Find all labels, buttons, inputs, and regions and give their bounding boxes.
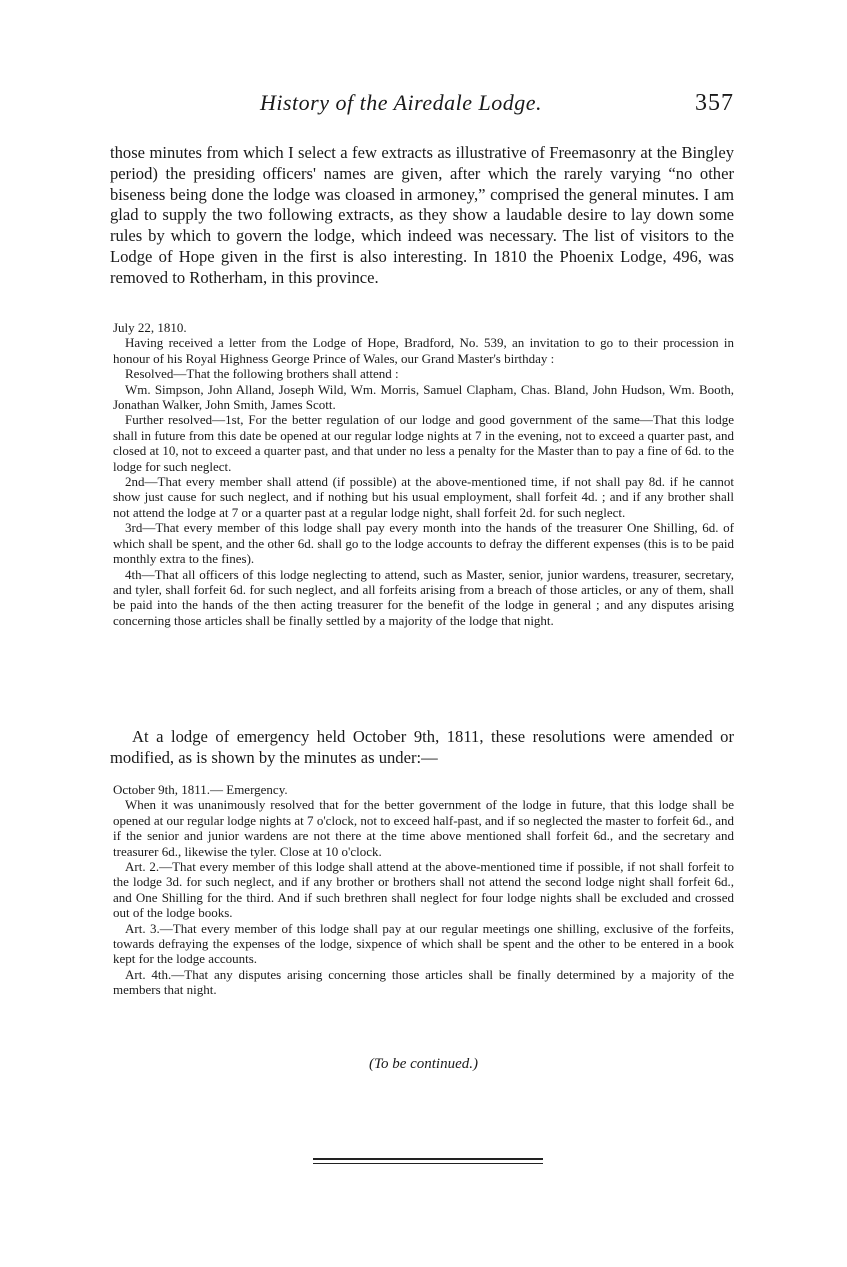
minutes-paragraph: Art. 2.—That every member of this lodge shall attend at the above-mentioned time if possible, if not shall forfeit to the lodge 3d. for such neglect, and if any brother or brothers shall not attend the second lodge night shall forfeit 6d., and One Shilling for the third. And if such brethren shall neglect for four lodge nights shall be excluded and crossed out of the lodge books. bbox=[113, 859, 734, 921]
minutes-paragraph: Art. 3.—That every member of this lodge shall pay at our regular meetings one shilling, exclusive of the forfeits, towards defraying the expenses of the lodge, sixpence of which shall be spent and the other to be entered in a book kept for the lodge accounts. bbox=[113, 920, 734, 967]
minutes-1811 bbox=[113, 782, 734, 998]
minutes-paragraph: Further resolved—1st, For the better regulation of our lodge and good government of the same—That this lodge shall in future from this date be opened at our regular lodge nights at 7 in the evening, not to exceed a quarter past, and closed at 10, not to exceed a quarter past, and that under no less a penalty for the Master than to pay a fine of 6d. to the lodge for such neglect. bbox=[113, 412, 734, 474]
bridge-text: At a lodge of emergency held October 9th, 1811, these resolutions were amended or modified, as is shown by the minutes as under:— bbox=[110, 727, 734, 767]
minutes-1810 bbox=[113, 320, 734, 628]
continued-note: (To be continued.) bbox=[368, 1056, 478, 1072]
page-number: 357 bbox=[695, 90, 734, 116]
bridge-paragraph bbox=[110, 726, 734, 768]
intro-text: those minutes from which I select a few extracts as illustrative of Freemasonry at the Bingley period) the presiding officers' names are given, after which the rarely varying “no other biseness being done the lodge was cloased in armoney,” comprised the general minutes. I am glad to supply the two following extracts, as they show a laudable desire to lay down some rules by which to govern the lodge, which indeed was necessary. The list of visitors to the Lodge of Hope given in the first is also interesting. In 1810 the Phoenix Lodge, 496, was removed to Rotherham, in this province. bbox=[110, 143, 734, 287]
minutes-paragraph: Wm. Simpson, John Alland, Joseph Wild, Wm. Morris, Samuel Clapham, Chas. Bland, John Hudson, Wm. Booth, Jonathan Walker, John Smith, James Scott. bbox=[113, 381, 734, 413]
minutes-paragraph: 3rd—That every member of this lodge shall pay every month into the hands of the treasurer One Shilling, 6d. of which shall be spent, and the other 6d. shall go to the lodge accounts to defray the different expenses (this is to be paid monthly extra to the fines). bbox=[113, 520, 734, 567]
minutes-paragraph: 2nd—That every member shall attend (if possible) at the above-mentioned time, if not shall pay 8d. if he cannot show just cause for such neglect, and if nothing but his usual employment, shall forfeit 4d. ; and if any brother shall not attend the lodge at 7 or a quarter past at a regular lodge night, shall forfeit 2d. for such neglect. bbox=[113, 474, 734, 520]
minutes-paragraph: When it was unanimously resolved that for the better government of the lodge in future, that this lodge shall be opened at our regular lodge nights at 7 o'clock, not to exceed half-past, and if so neglected the master to forfeit 6d., and if the senior and junior wardens are not there at the time above mentioned shall forfeit 6d., and the secretary and treasurer 6d., likewise the tyler. Close at 10 o'clock. bbox=[113, 797, 734, 859]
closing-rule bbox=[313, 1158, 543, 1160]
minutes-paragraph: Resolved—That the following brothers shall attend : bbox=[125, 366, 399, 382]
minutes-paragraph: Art. 4th.—That any disputes arising concerning those articles shall be finally determined by a majority of the members that night. bbox=[113, 966, 734, 998]
minutes-paragraph: 4th—That all officers of this lodge neglecting to attend, such as Master, senior, junior wardens, treasurer, secretary, and tyler, shall forfeit 6d. for such neglect, and all forfeits arising from a breach of those articles, or any of them, shall be paid into the hands of the then acting treasurer for the benefit of the lodge in general ; and any disputes arising concerning those articles shall be finally settled by a majority of the lodge that night. bbox=[113, 566, 734, 628]
minutes-paragraph: Having received a letter from the Lodge of Hope, Bradford, No. 539, an invitation to go to their procession in honour of his Royal Highness George Prince of Wales, our Grand Master's birthday : bbox=[113, 335, 734, 366]
intro-paragraph bbox=[110, 143, 734, 289]
closing-rule bbox=[313, 1163, 543, 1164]
running-header bbox=[112, 88, 734, 128]
minutes-date: October 9th, 1811.— Emergency. bbox=[113, 782, 288, 797]
running-title: History of the Airedale Lodge. bbox=[260, 90, 543, 115]
minutes-date: July 22, 1810. bbox=[113, 320, 187, 335]
